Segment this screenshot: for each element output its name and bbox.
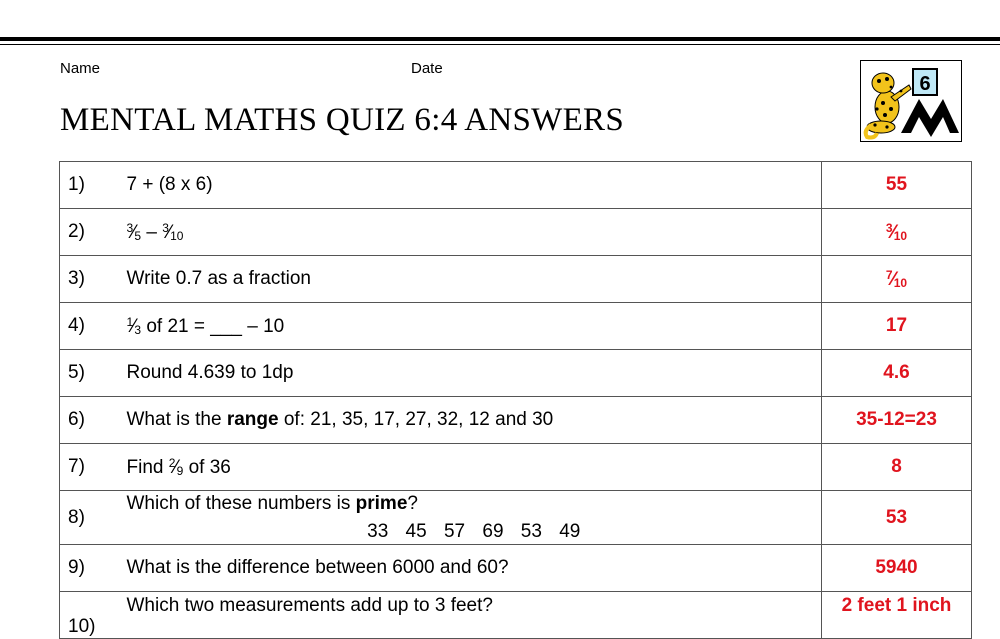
denominator: 5: [134, 228, 142, 243]
question-text: Which two measurements add up to 3 feet?: [127, 592, 822, 639]
question-number: 6): [60, 397, 127, 444]
keyword: range: [226, 409, 279, 430]
table-row: [60, 209, 972, 256]
question-number: 4): [60, 303, 127, 350]
question-number: 8): [60, 491, 127, 545]
denominator: 3: [134, 322, 142, 337]
denominator: 10: [893, 275, 908, 290]
question-number: 5): [60, 350, 127, 397]
denominator: 10: [170, 228, 184, 243]
question-number: 9): [60, 545, 127, 592]
name-label: Name: [60, 60, 101, 77]
text-part: Find: [126, 456, 169, 478]
denominator: 9: [176, 463, 184, 478]
table-row: [60, 592, 972, 639]
logo: [860, 60, 962, 142]
question-text: What is the difference between 6000 and 60?: [127, 545, 822, 592]
text-part: ?: [407, 492, 418, 514]
answer-cell: 2 feet 1 inch: [822, 592, 972, 639]
fraction: $^1$⁄3: [126, 314, 142, 337]
fraction: $^3$⁄10: [162, 220, 184, 243]
answer-cell: 8: [822, 444, 972, 491]
question-text: Round 4.639 to 1dp: [127, 350, 822, 397]
top-rule-thin: [0, 44, 1000, 45]
text-part: What is the: [126, 409, 227, 430]
question-text: [127, 397, 822, 444]
question-number: 1): [60, 162, 127, 209]
quiz-table: [59, 161, 972, 639]
numerator: 3: [162, 220, 169, 235]
question-text-rest: of 21 = ___ – 10: [141, 315, 285, 337]
number-list: 33 45 57 69 53 49: [367, 520, 581, 542]
numerator: 2: [168, 455, 176, 470]
table-row: [60, 397, 972, 444]
question-text: Write 0.7 as a fraction: [127, 256, 822, 303]
fraction: $^7$⁄10: [885, 267, 908, 290]
question-text: [127, 491, 822, 545]
question-number: 10): [60, 592, 127, 639]
fraction: $^3$⁄5: [126, 220, 142, 243]
question-number: 3): [60, 256, 127, 303]
table-row: [60, 350, 972, 397]
text-part: of: 21, 35, 17, 27, 32, 12 and 30: [278, 409, 554, 430]
top-rule-thick: [0, 37, 1000, 41]
question-text: [127, 303, 822, 350]
answer-cell: 4.6: [822, 350, 972, 397]
leopard-logo-icon: [861, 61, 960, 140]
answer-cell: 5940: [822, 545, 972, 592]
logo-number: 6: [919, 73, 931, 95]
answer-cell: 53: [822, 491, 972, 545]
answer-cell: 35-12=23: [822, 397, 972, 444]
table-row: [60, 545, 972, 592]
answer-cell: 17: [822, 303, 972, 350]
question-text: [127, 209, 822, 256]
table-row: [60, 444, 972, 491]
page-title: MENTAL MATHS QUIZ 6:4 ANSWERS: [60, 102, 625, 138]
question-number: 7): [60, 444, 127, 491]
table-row: [60, 491, 972, 545]
answer-cell: [822, 209, 972, 256]
question-number: 2): [60, 209, 127, 256]
fraction: $^2$⁄9: [168, 455, 184, 478]
numerator: 7: [885, 267, 893, 282]
keyword: prime: [355, 492, 408, 514]
operator: –: [141, 221, 163, 243]
table-row: [60, 303, 972, 350]
question-text: [127, 444, 822, 491]
answer-cell: [822, 256, 972, 303]
date-label: Date: [411, 60, 443, 77]
table-row: [60, 162, 972, 209]
denominator: 10: [893, 228, 908, 243]
answer-cell: 55: [822, 162, 972, 209]
numerator: 1: [126, 314, 134, 329]
fraction: $^3$⁄10: [885, 220, 908, 243]
text-part: of 36: [183, 456, 231, 478]
table-row: [60, 256, 972, 303]
numerator: 3: [885, 220, 893, 235]
question-text: 7 + (8 x 6): [127, 162, 822, 209]
numerator: 3: [126, 220, 134, 235]
text-part: Which of these numbers is: [126, 492, 356, 514]
